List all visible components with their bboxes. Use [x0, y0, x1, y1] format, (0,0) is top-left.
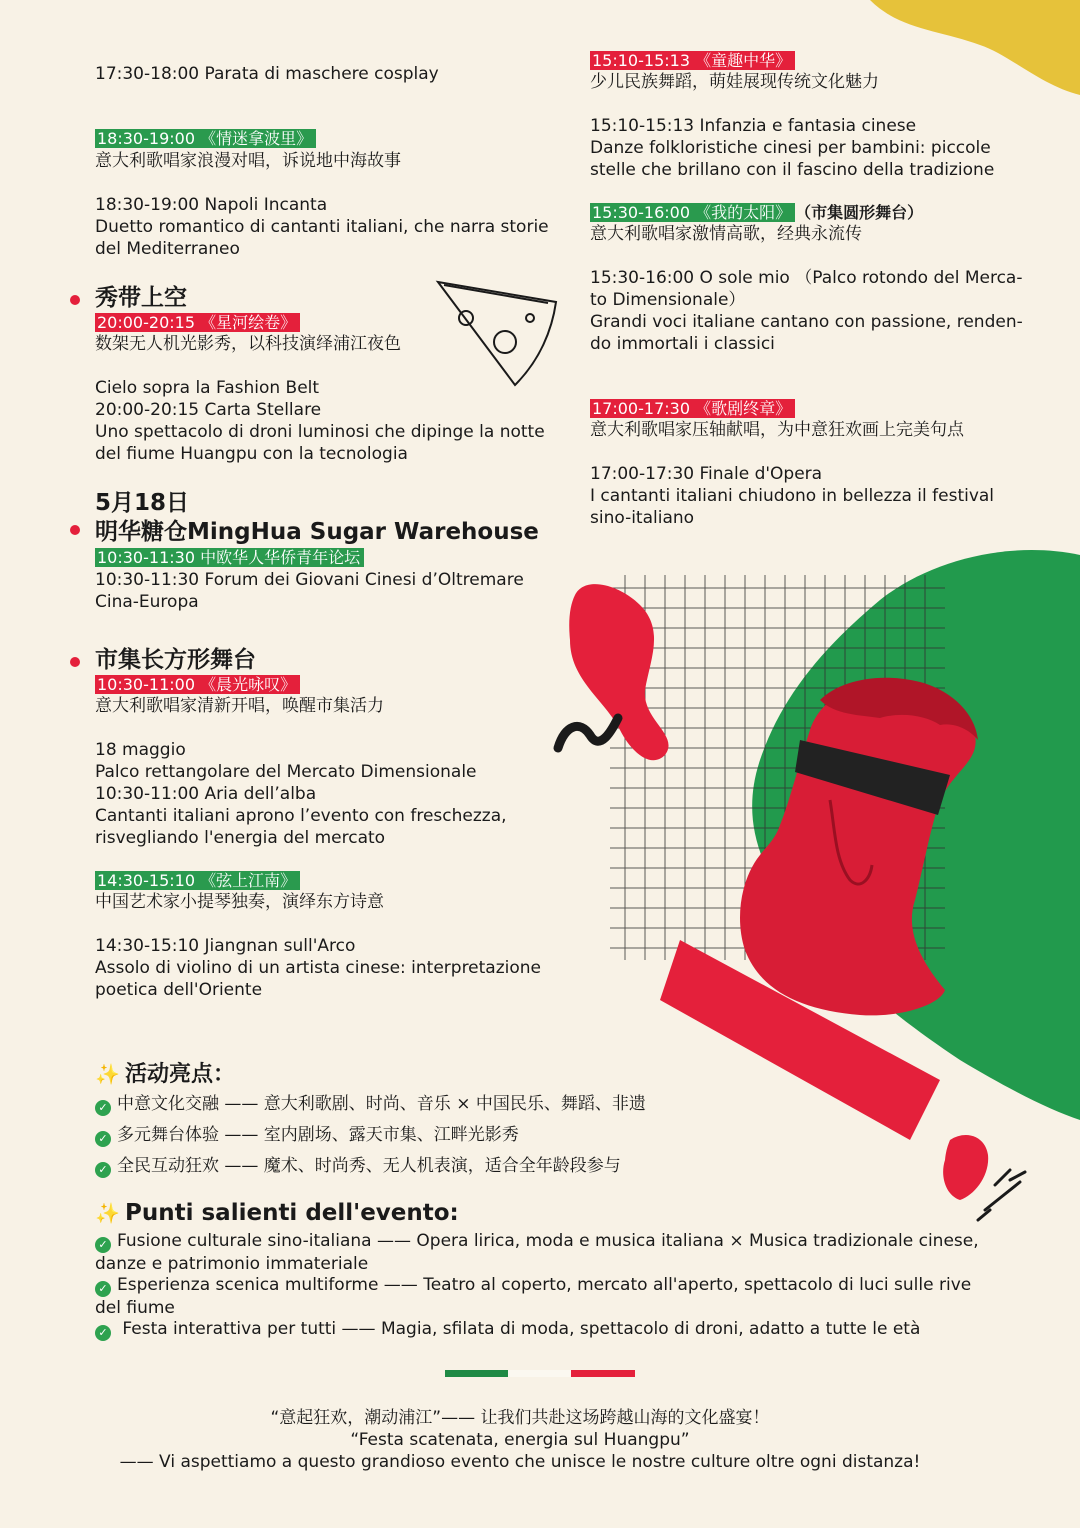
- check-circle-icon: ✓: [95, 1281, 111, 1297]
- event-sole-it-1: 15:30-16:00 O sole mio （Palco rotondo del Merca-: [590, 268, 1023, 288]
- highlights-cn-header: [95, 1057, 235, 1088]
- flag-white-stripe: [508, 1370, 571, 1377]
- sparkle-icon: ✨: [95, 1201, 120, 1225]
- event-jiangnan-it-3: poetica dell'Oriente: [95, 980, 263, 1000]
- tag-label: 15:10-15:13 《童趣中华》: [590, 51, 795, 70]
- tag-label: 10:30-11:00 《晨光咏叹》: [95, 675, 300, 694]
- event-alba-it-5: risvegliando l'energia del mercato: [95, 828, 386, 848]
- highlight-text: 多元舞台体验 —— 室内剧场、露天市集、江畔光影秀: [117, 1125, 519, 1145]
- dash-marks: [978, 1170, 1025, 1220]
- event-tag-alba: [95, 675, 300, 694]
- check-circle-icon: ✓: [95, 1325, 111, 1341]
- yellow-blob-shape: [870, 0, 1080, 95]
- small-red-blob-shape: [943, 1135, 988, 1200]
- event-tag-forum: [95, 548, 364, 567]
- red-dot-icon: [70, 295, 80, 305]
- highlight-text: 中意文化交融 —— 意大利歌剧、时尚、音乐 × 中国民乐、舞蹈、非遗: [117, 1094, 646, 1114]
- event-napoli-it-1: 18:30-19:00 Napoli Incanta: [95, 195, 328, 215]
- closing-line-it: “Festa scatenata, energia sul Huangpu”: [350, 1430, 690, 1450]
- tag-label: 14:30-15:10 《弦上江南》: [95, 871, 300, 890]
- tag-label: 17:00-17:30 《歌剧终章》: [590, 399, 795, 418]
- event-forum-it-2: Cina-Europa: [95, 592, 199, 612]
- event-stellare-cn: 数架无人机光影秀，以科技演绎浦江夜色: [95, 334, 401, 354]
- event-tag-napoli: [95, 129, 316, 148]
- highlight-text: Esperienza scenica multiforme —— Teatro al coperto, mercato all'aperto, spettacolo di luci sulle rive: [117, 1275, 972, 1295]
- event-alba-it-4: Cantanti italiani aprono l’evento con freschezza,: [95, 806, 507, 826]
- event-opera-it-1: 17:00-17:30 Finale d'Opera: [590, 464, 823, 484]
- check-circle-icon: ✓: [95, 1237, 111, 1253]
- highlights-cn-title: 活动亮点：: [125, 1062, 236, 1087]
- highlight-cn-item: [95, 1089, 646, 1120]
- section-title-minghua: 明华糖仓MingHua Sugar Warehouse: [95, 519, 539, 545]
- tag-label: 10:30-11:30 中欧华人华侨青年论坛: [95, 548, 364, 567]
- flag-green-stripe: [445, 1370, 508, 1377]
- highlights-it-title: Punti salienti dell'evento:: [125, 1200, 459, 1226]
- highlight-it-item: [95, 1230, 1025, 1275]
- highlight-cn-item: [95, 1120, 519, 1151]
- highlight-cn-item: [95, 1151, 621, 1182]
- event-tag-jiangnan: [95, 871, 300, 890]
- event-opera-cn: 意大利歌唱家压轴献唱，为中意狂欢画上完美句点: [590, 420, 964, 440]
- highlight-text-cont: danze e patrimonio immateriale: [95, 1254, 369, 1274]
- venue-label: （市集圆形舞台）: [795, 203, 924, 222]
- event-infanzia-cn: 少儿民族舞蹈，萌娃展现传统文化魅力: [590, 72, 879, 92]
- event-napoli-it-3: del Mediterraneo: [95, 239, 240, 259]
- event-sole-it-4: do immortali i classici: [590, 334, 775, 354]
- event-alba-cn: 意大利歌唱家清新开唱，唤醒市集活力: [95, 696, 384, 716]
- check-circle-icon: ✓: [95, 1100, 111, 1116]
- highlights-it-header: [95, 1200, 459, 1226]
- highlight-text: 全民互动狂欢 —— 魔术、时尚秀、无人机表演，适合全年龄段参与: [117, 1156, 621, 1176]
- event-infanzia-it-3: stelle che brillano con il fascino della tradizione: [590, 160, 995, 180]
- event-sole-cn: 意大利歌唱家激情高歌，经典永流传: [590, 224, 862, 244]
- red-dot-icon: [70, 525, 80, 535]
- highlight-it-item: [95, 1318, 1025, 1341]
- event-opera-it-3: sino-italiano: [590, 508, 695, 528]
- event-stellare-it-2: 20:00-20:15 Carta Stellare: [95, 400, 322, 420]
- event-tag-opera: [590, 399, 795, 418]
- event-opera-it-2: I cantanti italiani chiudono in bellezza il festival: [590, 486, 995, 506]
- sparkle-icon: ✨: [95, 1062, 120, 1086]
- event-tag-infanzia: [590, 51, 795, 70]
- section-title-rect-stage: 市集长方形舞台: [95, 647, 256, 673]
- check-circle-icon: ✓: [95, 1162, 111, 1178]
- event-infanzia-it-1: 15:10-15:13 Infanzia e fantasia cinese: [590, 116, 917, 136]
- event-jiangnan-it-2: Assolo di violino di un artista cinese: interpretazione: [95, 958, 542, 978]
- section-title-fashion-belt: 秀带上空: [95, 285, 187, 311]
- closing-line-cn: “意起狂欢，潮动浦江”—— 让我们共赴这场跨越山海的文化盛宴！: [270, 1408, 770, 1428]
- closing-line-invite: —— Vi aspettiamo a questo grandioso evento che unisce le nostre culture oltre ogni distanza!: [119, 1452, 921, 1472]
- check-circle-icon: ✓: [95, 1131, 111, 1147]
- event-tag-stellare: [95, 313, 300, 332]
- event-sole-it-2: to Dimensionale）: [590, 290, 746, 310]
- event-infanzia-it-2: Danze folkloristiche cinesi per bambini: piccole: [590, 138, 991, 158]
- event-stellare-it-4: del fiume Huangpu con la tecnologia: [95, 444, 408, 464]
- event-stellare-it-3: Uno spettacolo di droni luminosi che dipinge la notte: [95, 422, 545, 442]
- event-stellare-it-1: Cielo sopra la Fashion Belt: [95, 378, 320, 398]
- red-dot-icon: [70, 657, 80, 667]
- highlight-text-cont: del fiume: [95, 1298, 175, 1318]
- event-forum-it-1: 10:30-11:30 Forum dei Giovani Cinesi d’Oltremare: [95, 570, 524, 590]
- pizza-slice-icon: [438, 282, 556, 385]
- event-tag-sole: [590, 203, 923, 222]
- highlight-it-item: [95, 1274, 1025, 1319]
- squiggle-shape: [558, 718, 618, 748]
- tag-label: 15:30-16:00 《我的太阳》: [590, 203, 795, 222]
- event-alba-it-2: Palco rettangolare del Mercato Dimensionale: [95, 762, 477, 782]
- tag-label: 20:00-20:15 《星河绘卷》: [95, 313, 300, 332]
- event-napoli-it-2: Duetto romantico di cantanti italiani, che narra storie: [95, 217, 549, 237]
- date-heading: 5月18日: [95, 490, 190, 516]
- event-napoli-cn: 意大利歌唱家浪漫对唱，诉说地中海故事: [95, 151, 401, 171]
- highlight-text: Festa interattiva per tutti —— Magia, sfilata di moda, spettacolo di droni, adatto a tutte le età: [117, 1319, 921, 1339]
- event-alba-it-3: 10:30-11:00 Aria dell’alba: [95, 784, 317, 804]
- event-sole-it-3: Grandi voci italiane cantano con passione, renden-: [590, 312, 1023, 332]
- event-jiangnan-cn: 中国艺术家小提琴独奏，演绎东方诗意: [95, 892, 384, 912]
- highlight-text: Fusione culturale sino-italiana —— Opera lirica, moda e musica italiana × Musica tradizionale cinese,: [117, 1231, 979, 1251]
- event-alba-it-1: 18 maggio: [95, 740, 186, 760]
- tag-label: 18:30-19:00 《情迷拿波里》: [95, 129, 316, 148]
- flag-red-stripe: [571, 1370, 635, 1377]
- event-jiangnan-it-1: 14:30-15:10 Jiangnan sull'Arco: [95, 936, 356, 956]
- event-cosplay: 17:30-18:00 Parata di maschere cosplay: [95, 64, 439, 84]
